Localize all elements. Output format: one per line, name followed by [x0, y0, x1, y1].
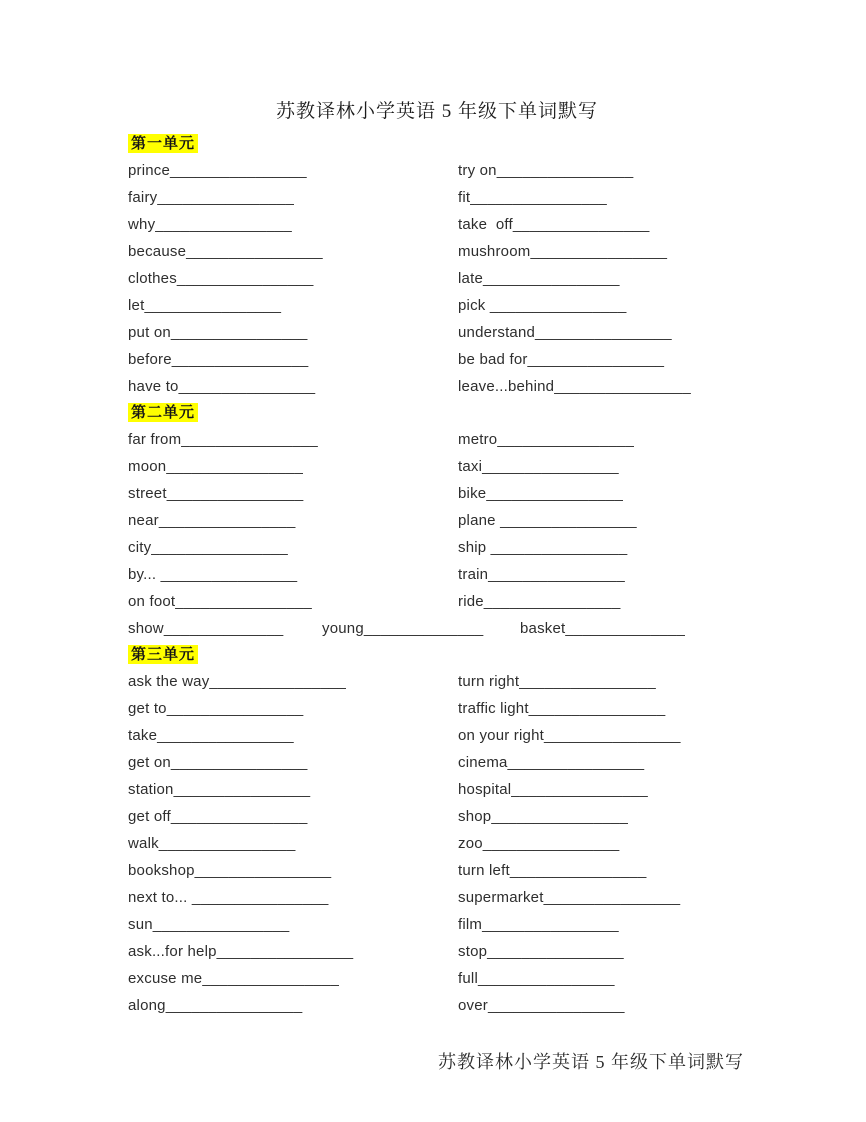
vocab-item: street________________: [128, 485, 304, 502]
section-heading: [128, 402, 746, 423]
word-row: [128, 615, 746, 642]
vocab-item: put on________________: [128, 324, 308, 341]
vocab-item: sun________________: [128, 916, 290, 933]
vocab-item: clothes________________: [128, 270, 314, 287]
vocab-item: mushroom________________: [458, 243, 668, 260]
vocab-item: take off________________: [458, 216, 650, 233]
vocab-item: metro________________: [458, 431, 635, 448]
vocab-item: turn left________________: [458, 862, 647, 879]
word-row: [128, 184, 746, 211]
word-row: [128, 965, 746, 992]
vocab-item: moon________________: [128, 458, 303, 475]
section-rows: [128, 426, 746, 642]
vocab-item: hospital________________: [458, 781, 648, 798]
vocab-item: get on________________: [128, 754, 308, 771]
vocab-item: excuse me________________: [128, 970, 340, 987]
section-heading: [128, 133, 746, 154]
vocab-item: take________________: [128, 727, 294, 744]
vocab-item: city________________: [128, 539, 288, 556]
vocab-item: walk________________: [128, 835, 296, 852]
vocab-item: along________________: [128, 997, 303, 1014]
word-row: [128, 722, 746, 749]
vocab-item: get to________________: [128, 700, 304, 717]
vocab-item: cinema________________: [458, 754, 645, 771]
vocab-item: because________________: [128, 243, 323, 260]
section-rows: [128, 668, 746, 1019]
vocab-item: let________________: [128, 297, 282, 314]
vocab-item: turn right________________: [458, 673, 656, 690]
vocab-item: ship ________________: [458, 539, 628, 556]
vocab-item: station________________: [128, 781, 311, 798]
vocab-item: why________________: [128, 216, 292, 233]
vocab-item: film________________: [458, 916, 619, 933]
word-row: [128, 884, 746, 911]
vocab-item: far from________________: [128, 431, 318, 448]
vocab-item: on foot________________: [128, 593, 312, 610]
word-row: [128, 426, 746, 453]
word-row: [128, 534, 746, 561]
word-row: [128, 561, 746, 588]
vocab-item: near________________: [128, 512, 296, 529]
unit-section: [128, 402, 746, 642]
section-rows: [128, 157, 746, 400]
section-heading-highlight: 第三单元: [128, 645, 198, 664]
word-row: [128, 857, 746, 884]
vocab-item: shop________________: [458, 808, 629, 825]
word-row: [128, 695, 746, 722]
vocab-item: late________________: [458, 270, 620, 287]
vocab-item: pick ________________: [458, 297, 627, 314]
word-row: [128, 830, 746, 857]
vocab-item: leave...behind________________: [458, 378, 691, 395]
word-row: [128, 938, 746, 965]
vocab-item: supermarket________________: [458, 889, 681, 906]
vocab-item: taxi________________: [458, 458, 619, 475]
vocab-item: by... ________________: [128, 566, 298, 583]
vocab-item: show______________: [128, 620, 284, 637]
word-row: [128, 373, 746, 400]
word-row: [128, 453, 746, 480]
vocab-item: stop________________: [458, 943, 624, 960]
word-row: [128, 211, 746, 238]
word-row: [128, 588, 746, 615]
vocab-item: next to... ________________: [128, 889, 329, 906]
word-row: [128, 749, 746, 776]
vocab-item: ask...for help________________: [128, 943, 354, 960]
word-row: [128, 992, 746, 1019]
vocab-item: bookshop________________: [128, 862, 332, 879]
vocab-item: full________________: [458, 970, 615, 987]
word-row: [128, 292, 746, 319]
vocab-item: plane ________________: [458, 512, 637, 529]
word-row: [128, 803, 746, 830]
vocab-item: have to________________: [128, 378, 316, 395]
vocab-item: prince________________: [128, 162, 307, 179]
vocab-item: try on________________: [458, 162, 634, 179]
vocab-item: understand________________: [458, 324, 672, 341]
word-row: [128, 265, 746, 292]
vocab-item: get off________________: [128, 808, 308, 825]
vocab-item: young______________: [322, 620, 484, 637]
word-row: [128, 668, 746, 695]
vocab-item: over________________: [458, 997, 625, 1014]
word-row: [128, 776, 746, 803]
word-row: [128, 911, 746, 938]
unit-section: [128, 644, 746, 1019]
word-row: [128, 346, 746, 373]
page-footer: 苏教译林小学英语 5 年级下单词默写: [438, 1052, 744, 1072]
unit-section: [128, 133, 746, 400]
vocab-item: fit________________: [458, 189, 607, 206]
section-heading: [128, 644, 746, 665]
word-row: [128, 480, 746, 507]
worksheet-body: [128, 133, 746, 1019]
section-heading-highlight: 第二单元: [128, 403, 198, 422]
vocab-item: train________________: [458, 566, 625, 583]
word-row: [128, 157, 746, 184]
vocab-item: ride________________: [458, 593, 621, 610]
word-row: [128, 319, 746, 346]
vocab-item: ask the way________________: [128, 673, 347, 690]
vocab-item: traffic light________________: [458, 700, 666, 717]
vocab-item: be bad for________________: [458, 351, 665, 368]
vocab-item: zoo________________: [458, 835, 620, 852]
vocab-item: basket______________: [520, 620, 685, 637]
vocab-item: fairy________________: [128, 189, 295, 206]
page-title: 苏教译林小学英语 5 年级下单词默写: [275, 101, 598, 122]
vocab-item: before________________: [128, 351, 309, 368]
section-heading-highlight: 第一单元: [128, 134, 198, 153]
vocab-item: on your right________________: [458, 727, 681, 744]
vocab-item: bike________________: [458, 485, 623, 502]
word-row: [128, 238, 746, 265]
word-row: [128, 507, 746, 534]
